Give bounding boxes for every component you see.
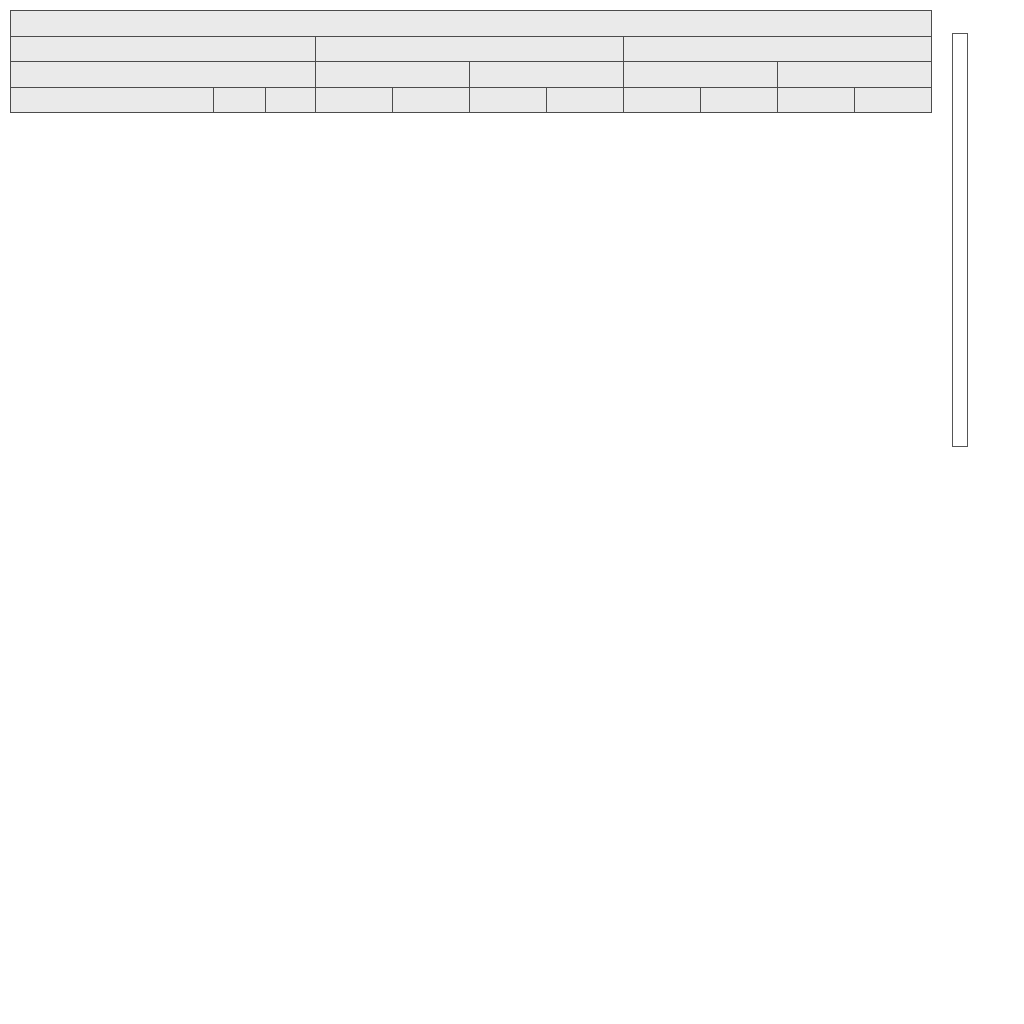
group-header-sd-high-mode	[778, 62, 932, 88]
col-header-id	[214, 87, 266, 113]
col-header-oblique1	[624, 87, 701, 113]
col-header-oblique2	[701, 87, 778, 113]
colorbar-gradient	[952, 33, 968, 447]
col-header-oblique2	[547, 87, 624, 113]
comparison-table	[10, 10, 932, 113]
col-header-freq	[266, 87, 316, 113]
group-header-std-dev	[624, 36, 932, 62]
col-header-oblique1	[316, 87, 393, 113]
col-header-oblique1	[778, 87, 855, 113]
col-header-oblique2	[855, 87, 932, 113]
group-header-avg-low-mode	[316, 62, 470, 88]
col-header-city	[11, 87, 214, 113]
col-header-oblique2	[393, 87, 470, 113]
date-range	[11, 36, 316, 62]
group-header-sd-low-mode	[624, 62, 778, 88]
col-header-oblique1	[470, 87, 547, 113]
table-title	[11, 11, 932, 37]
stats-table	[10, 10, 932, 113]
group-header-site-info	[11, 62, 316, 88]
group-header-avg-high-mode	[470, 62, 624, 88]
group-header-average	[316, 36, 624, 62]
